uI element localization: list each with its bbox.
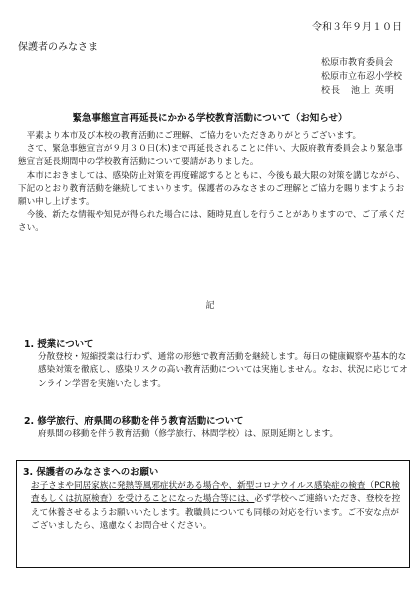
sender-org-school: 松原市立布忍小学校 xyxy=(320,72,402,82)
guardian-request-contact: 必ず学校へご連絡いただき、登校を控えて休養させるようお願いいたします。 xyxy=(31,494,401,518)
sender-org-board: 松原市教育委員会 xyxy=(320,58,393,68)
intro-paragraph-2: さて、緊急事態宣言が９月３０日(木)まで再延長されることに伴い、大阪府教育委員会より緊急事態宣言延長期間中の学校教育活動について要請がありました。 xyxy=(18,144,403,168)
issue-date: 令和３年９月１０日 xyxy=(312,22,402,33)
section-classes-text: 分散登校・短縮授業は行わず、通常の形態で教育活動を継続します。毎日の健康観察や基本的な感染対策を徹底し、感染リスクの高い教育活動については実施しません。なお、状況に応じてオンライン学習を実施いたします。 xyxy=(38,352,408,389)
sender-name: 校長 池上 英明 xyxy=(320,86,395,96)
intro-paragraph-3: 本市におきましては、感染防止対策を再度確認するとともに、今後も最大限の対策を講じながら、下記のとおり教育活動を継続してまいります。保護者のみなさまのご理解とご協力を賜りますようお願い申し上げます。 xyxy=(18,170,405,208)
intro-paragraph-1: 平素より本市及び本校の教育活動にご理解、ご協力をいただきありがとうございます。 xyxy=(18,131,362,141)
addressee: 保護者のみなさま xyxy=(18,42,98,53)
guardian-request-box xyxy=(16,460,410,568)
ki-marker: 記 xyxy=(205,301,215,311)
guardian-request-staff: 教職員についても同様の対応を行います。ご不安な点がございましたら、遠慮なくお問合せください。 xyxy=(31,507,400,532)
guardian-request-underlined: お子さまや同居家族に発熱等風邪症状がある場合や、新型コロナウイルス感染症の検査（PCR検査もしくは抗原検査）を受けることになった場合等には、 xyxy=(31,480,400,505)
section-classes xyxy=(24,338,410,391)
section-trips xyxy=(24,415,410,441)
page-title: 緊急事態宣言再延長にかかる学校教育活動について（お知らせ） xyxy=(72,113,348,124)
guardian-request-title: 3. 保護者のみなさまへのお願い xyxy=(23,467,159,478)
intro-body xyxy=(18,130,406,236)
section-trips-title: 2. 修学旅行、府県間の移動を伴う教育活動について xyxy=(24,416,244,427)
section-classes-title: 1. 授業について xyxy=(24,339,94,350)
section-trips-text: 府県間の移動を伴う教育活動（修学旅行、林間学校）は、原則延期とします。 xyxy=(38,429,339,440)
sender-block xyxy=(321,56,402,98)
guardian-request-text xyxy=(23,480,401,534)
intro-paragraph-4: 今後、新たな情報や知見が得られた場合には、随時見直しを行うことがありますので、ご了承ください。 xyxy=(18,210,405,234)
